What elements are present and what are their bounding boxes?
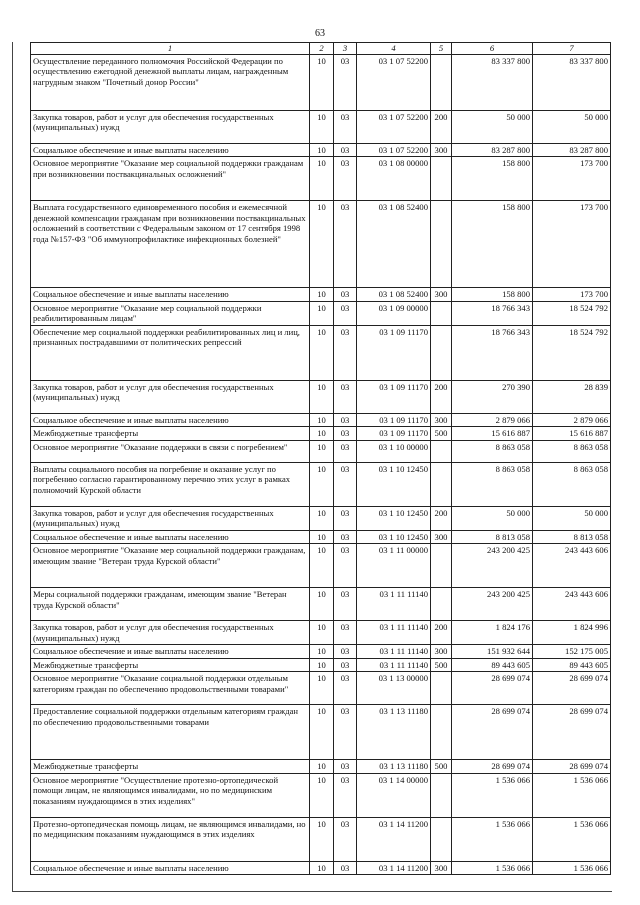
row-section-cell: 10: [310, 54, 334, 110]
col-header-target-article: 4: [357, 43, 431, 55]
row-name-cell: Основное мероприятие "Оказание мер социальной поддержки реабилитированным лицам": [31, 301, 310, 325]
row-amount-year2-cell: 173 700: [533, 288, 611, 302]
row-subsection-cell: 03: [334, 658, 357, 672]
row-name-cell: Основное мероприятие "Оказание социальной поддержки отдельным категориям граждан по обеспечению продовольственными товарами": [31, 672, 310, 705]
row-amount-year1-cell: 18 766 343: [452, 325, 533, 380]
table-row: [31, 427, 611, 441]
row-section-cell: 10: [310, 621, 334, 645]
row-section-cell: 10: [310, 427, 334, 441]
row-target-article-cell: 03 1 07 52200: [357, 54, 431, 110]
row-subsection-cell: 03: [334, 773, 357, 817]
row-amount-year1-cell: 1 536 066: [452, 817, 533, 861]
row-amount-year1-cell: 83 287 800: [452, 143, 533, 157]
table-row: [31, 157, 611, 201]
row-name-cell: Закупка товаров, работ и услуг для обеспечения государственных (муниципальных) нужд: [31, 621, 310, 645]
row-amount-year1-cell: 243 200 425: [452, 544, 533, 588]
row-expense-type-cell: 200: [431, 110, 452, 143]
row-target-article-cell: 03 1 11 11140: [357, 621, 431, 645]
row-section-cell: 10: [310, 201, 334, 288]
row-section-cell: 10: [310, 440, 334, 462]
row-subsection-cell: 03: [334, 760, 357, 774]
row-subsection-cell: 03: [334, 621, 357, 645]
row-target-article-cell: 03 1 09 11170: [357, 325, 431, 380]
row-target-article-cell: 03 1 09 11170: [357, 380, 431, 413]
row-name-cell: Социальное обеспечение и иные выплаты населению: [31, 413, 310, 427]
row-expense-type-cell: [431, 54, 452, 110]
row-amount-year2-cell: 18 524 792: [533, 325, 611, 380]
row-expense-type-cell: 300: [431, 530, 452, 544]
row-amount-year1-cell: 1 536 066: [452, 861, 533, 875]
row-section-cell: 10: [310, 301, 334, 325]
row-target-article-cell: 03 1 13 11180: [357, 760, 431, 774]
row-target-article-cell: 03 1 11 00000: [357, 544, 431, 588]
table-row: [31, 588, 611, 621]
table-row: [31, 544, 611, 588]
row-expense-type-cell: 300: [431, 288, 452, 302]
row-name-cell: Межбюджетные трансферты: [31, 427, 310, 441]
table-row: [31, 672, 611, 705]
table-body: [31, 54, 611, 875]
row-target-article-cell: 03 1 09 11170: [357, 413, 431, 427]
row-target-article-cell: 03 1 13 11180: [357, 705, 431, 760]
row-expense-type-cell: 300: [431, 645, 452, 659]
row-expense-type-cell: [431, 440, 452, 462]
row-subsection-cell: 03: [334, 427, 357, 441]
row-expense-type-cell: [431, 672, 452, 705]
row-amount-year2-cell: 173 700: [533, 201, 611, 288]
row-name-cell: Закупка товаров, работ и услуг для обеспечения государственных (муниципальных) нужд: [31, 380, 310, 413]
row-name-cell: Социальное обеспечение и иные выплаты населению: [31, 530, 310, 544]
row-name-cell: Межбюджетные трансферты: [31, 658, 310, 672]
row-expense-type-cell: [431, 773, 452, 817]
row-amount-year1-cell: 243 200 425: [452, 588, 533, 621]
row-amount-year1-cell: 158 800: [452, 157, 533, 201]
row-section-cell: 10: [310, 506, 334, 530]
row-amount-year1-cell: 50 000: [452, 506, 533, 530]
row-amount-year2-cell: 8 863 058: [533, 462, 611, 506]
row-amount-year1-cell: 1 536 066: [452, 773, 533, 817]
row-subsection-cell: 03: [334, 530, 357, 544]
row-amount-year2-cell: 243 443 606: [533, 588, 611, 621]
row-amount-year1-cell: 50 000: [452, 110, 533, 143]
row-target-article-cell: 03 1 11 11140: [357, 645, 431, 659]
table-row: [31, 440, 611, 462]
row-target-article-cell: 03 1 09 11170: [357, 427, 431, 441]
row-expense-type-cell: 500: [431, 658, 452, 672]
row-target-article-cell: 03 1 07 52200: [357, 143, 431, 157]
row-amount-year1-cell: 15 616 887: [452, 427, 533, 441]
row-name-cell: Социальное обеспечение и иные выплаты населению: [31, 288, 310, 302]
row-section-cell: 10: [310, 588, 334, 621]
row-section-cell: 10: [310, 658, 334, 672]
row-subsection-cell: 03: [334, 817, 357, 861]
row-expense-type-cell: [431, 325, 452, 380]
table-row: [31, 325, 611, 380]
row-name-cell: Осуществление переданного полномочия Российской Федерации по осуществлению ежегодной денежной выплаты лицам, награжденным нагрудным знаком "Почетный донор России": [31, 54, 310, 110]
row-section-cell: 10: [310, 530, 334, 544]
row-subsection-cell: 03: [334, 288, 357, 302]
row-subsection-cell: 03: [334, 645, 357, 659]
row-target-article-cell: 03 1 14 11200: [357, 861, 431, 875]
row-target-article-cell: 03 1 11 11140: [357, 658, 431, 672]
row-section-cell: 10: [310, 325, 334, 380]
row-target-article-cell: 03 1 10 12450: [357, 506, 431, 530]
row-amount-year1-cell: 158 800: [452, 201, 533, 288]
left-margin-rule: [12, 42, 13, 892]
row-subsection-cell: 03: [334, 440, 357, 462]
row-amount-year1-cell: 1 824 176: [452, 621, 533, 645]
row-subsection-cell: 03: [334, 413, 357, 427]
row-subsection-cell: 03: [334, 672, 357, 705]
row-subsection-cell: 03: [334, 110, 357, 143]
row-amount-year2-cell: 173 700: [533, 157, 611, 201]
row-name-cell: Выплаты социального пособия на погребение и оказание услуг по погребению согласно гарантированному перечню этих услуг в рамках полномочий Курской области: [31, 462, 310, 506]
row-section-cell: 10: [310, 672, 334, 705]
row-subsection-cell: 03: [334, 462, 357, 506]
table-row: [31, 288, 611, 302]
row-name-cell: Социальное обеспечение и иные выплаты населению: [31, 645, 310, 659]
row-subsection-cell: 03: [334, 201, 357, 288]
row-amount-year2-cell: 8 863 058: [533, 440, 611, 462]
table-row: [31, 773, 611, 817]
row-amount-year2-cell: 50 000: [533, 110, 611, 143]
row-expense-type-cell: [431, 462, 452, 506]
row-name-cell: Выплата государственного единовременного пособия и ежемесячной денежной компенсации гражданам при возникновении поствакцинальных осложнений в соответствии с Федеральным законом от 17 сентября 1998 года №157-ФЗ "Об иммунопрофилактике инфекционных болезней": [31, 201, 310, 288]
row-subsection-cell: 03: [334, 301, 357, 325]
row-amount-year1-cell: 28 699 074: [452, 760, 533, 774]
row-expense-type-cell: [431, 157, 452, 201]
row-section-cell: 10: [310, 705, 334, 760]
row-section-cell: 10: [310, 645, 334, 659]
table-row: [31, 201, 611, 288]
row-target-article-cell: 03 1 08 52400: [357, 201, 431, 288]
table-row: [31, 462, 611, 506]
table-row: [31, 705, 611, 760]
row-amount-year2-cell: 28 699 074: [533, 705, 611, 760]
row-amount-year2-cell: 1 824 996: [533, 621, 611, 645]
row-section-cell: 10: [310, 462, 334, 506]
col-header-amount-year2: 7: [533, 43, 611, 55]
row-amount-year2-cell: 28 699 074: [533, 672, 611, 705]
row-name-cell: Предоставление социальной поддержки отдельным категориям граждан по обеспечению продовольственными товарами: [31, 705, 310, 760]
row-amount-year2-cell: 1 536 066: [533, 773, 611, 817]
row-amount-year1-cell: 18 766 343: [452, 301, 533, 325]
row-expense-type-cell: [431, 817, 452, 861]
col-header-expense-type: 5: [431, 43, 452, 55]
row-expense-type-cell: 200: [431, 621, 452, 645]
row-subsection-cell: 03: [334, 705, 357, 760]
table-row: [31, 760, 611, 774]
row-amount-year1-cell: 83 337 800: [452, 54, 533, 110]
row-subsection-cell: 03: [334, 54, 357, 110]
row-expense-type-cell: 500: [431, 760, 452, 774]
row-subsection-cell: 03: [334, 157, 357, 201]
row-name-cell: Основное мероприятие "Оказание мер социальной поддержки гражданам при возникновении поствакцинальных осложнений": [31, 157, 310, 201]
row-expense-type-cell: [431, 705, 452, 760]
row-amount-year1-cell: 158 800: [452, 288, 533, 302]
col-header-amount-year1: 6: [452, 43, 533, 55]
row-section-cell: 10: [310, 413, 334, 427]
row-amount-year2-cell: 152 175 005: [533, 645, 611, 659]
row-target-article-cell: 03 1 13 00000: [357, 672, 431, 705]
row-amount-year2-cell: 83 337 800: [533, 54, 611, 110]
row-target-article-cell: 03 1 09 00000: [357, 301, 431, 325]
table-header-row: [31, 43, 611, 55]
row-section-cell: 10: [310, 157, 334, 201]
row-amount-year1-cell: 2 879 066: [452, 413, 533, 427]
table-row: [31, 621, 611, 645]
row-name-cell: Основное мероприятие "Оказание поддержки в связи с погребением": [31, 440, 310, 462]
row-name-cell: Меры социальной поддержки гражданам, имеющим звание "Ветеран труда Курской области": [31, 588, 310, 621]
row-name-cell: Межбюджетные трансферты: [31, 760, 310, 774]
row-expense-type-cell: [431, 201, 452, 288]
row-section-cell: 10: [310, 760, 334, 774]
budget-table: [30, 42, 611, 875]
row-target-article-cell: 03 1 10 00000: [357, 440, 431, 462]
table-row: [31, 645, 611, 659]
row-section-cell: 10: [310, 288, 334, 302]
row-amount-year1-cell: 8 863 058: [452, 462, 533, 506]
row-expense-type-cell: 200: [431, 506, 452, 530]
row-amount-year2-cell: 83 287 800: [533, 143, 611, 157]
row-name-cell: Закупка товаров, работ и услуг для обеспечения государственных (муниципальных) нужд: [31, 506, 310, 530]
row-amount-year1-cell: 28 699 074: [452, 672, 533, 705]
row-expense-type-cell: [431, 588, 452, 621]
row-amount-year1-cell: 8 863 058: [452, 440, 533, 462]
row-section-cell: 10: [310, 544, 334, 588]
row-expense-type-cell: [431, 301, 452, 325]
row-amount-year2-cell: 15 616 887: [533, 427, 611, 441]
row-amount-year2-cell: 18 524 792: [533, 301, 611, 325]
table-row: [31, 380, 611, 413]
table-row: [31, 861, 611, 875]
row-section-cell: 10: [310, 817, 334, 861]
page-number: 63: [315, 28, 325, 39]
row-subsection-cell: 03: [334, 588, 357, 621]
table-row: [31, 301, 611, 325]
row-name-cell: Основное мероприятие "Осуществление протезно-ортопедической помощи лицам, не являющимся инвалидами, но по медицинским показаниям нуждающимся в этих изделиях": [31, 773, 310, 817]
row-amount-year2-cell: 28 699 074: [533, 760, 611, 774]
bottom-margin-rule: [12, 891, 612, 892]
row-target-article-cell: 03 1 11 11140: [357, 588, 431, 621]
row-name-cell: Протезно-ортопедическая помощь лицам, не являющимся инвалидами, но по медицинским показаниям нуждающимся в этих изделиях: [31, 817, 310, 861]
row-section-cell: 10: [310, 861, 334, 875]
row-target-article-cell: 03 1 07 52200: [357, 110, 431, 143]
row-target-article-cell: 03 1 08 00000: [357, 157, 431, 201]
table-row: [31, 817, 611, 861]
row-amount-year2-cell: 8 813 058: [533, 530, 611, 544]
row-expense-type-cell: 200: [431, 380, 452, 413]
row-amount-year2-cell: 50 000: [533, 506, 611, 530]
row-target-article-cell: 03 1 10 12450: [357, 462, 431, 506]
row-subsection-cell: 03: [334, 506, 357, 530]
row-amount-year2-cell: 1 536 066: [533, 817, 611, 861]
row-amount-year2-cell: 28 839: [533, 380, 611, 413]
row-target-article-cell: 03 1 10 12450: [357, 530, 431, 544]
row-section-cell: 10: [310, 143, 334, 157]
row-subsection-cell: 03: [334, 143, 357, 157]
row-name-cell: Обеспечение мер социальной поддержки реабилитированных лиц и лиц, признанных пострадавшими от политических репрессий: [31, 325, 310, 380]
col-header-subsection: 3: [334, 43, 357, 55]
row-amount-year2-cell: 1 536 066: [533, 861, 611, 875]
row-amount-year1-cell: 28 699 074: [452, 705, 533, 760]
col-header-section: 2: [310, 43, 334, 55]
row-name-cell: Социальное обеспечение и иные выплаты населению: [31, 143, 310, 157]
row-name-cell: Закупка товаров, работ и услуг для обеспечения государственных (муниципальных) нужд: [31, 110, 310, 143]
row-expense-type-cell: 300: [431, 413, 452, 427]
row-subsection-cell: 03: [334, 544, 357, 588]
row-section-cell: 10: [310, 110, 334, 143]
row-subsection-cell: 03: [334, 325, 357, 380]
table-row: [31, 110, 611, 143]
row-subsection-cell: 03: [334, 380, 357, 413]
table-row: [31, 143, 611, 157]
row-amount-year2-cell: 89 443 605: [533, 658, 611, 672]
row-target-article-cell: 03 1 08 52400: [357, 288, 431, 302]
table-row: [31, 506, 611, 530]
row-expense-type-cell: 500: [431, 427, 452, 441]
table-row: [31, 54, 611, 110]
row-expense-type-cell: 300: [431, 861, 452, 875]
row-name-cell: Основное мероприятие "Оказание мер социальной поддержки гражданам, имеющим звание "Ветеран труда Курской области": [31, 544, 310, 588]
row-section-cell: 10: [310, 380, 334, 413]
row-amount-year2-cell: 243 443 606: [533, 544, 611, 588]
row-expense-type-cell: 300: [431, 143, 452, 157]
row-amount-year1-cell: 89 443 605: [452, 658, 533, 672]
table-row: [31, 658, 611, 672]
row-amount-year1-cell: 270 390: [452, 380, 533, 413]
row-target-article-cell: 03 1 14 00000: [357, 773, 431, 817]
col-header-name: 1: [31, 43, 310, 55]
row-section-cell: 10: [310, 773, 334, 817]
row-name-cell: Социальное обеспечение и иные выплаты населению: [31, 861, 310, 875]
table-row: [31, 530, 611, 544]
table-row: [31, 413, 611, 427]
row-target-article-cell: 03 1 14 11200: [357, 817, 431, 861]
row-amount-year1-cell: 8 813 058: [452, 530, 533, 544]
row-expense-type-cell: [431, 544, 452, 588]
row-amount-year1-cell: 151 932 644: [452, 645, 533, 659]
row-subsection-cell: 03: [334, 861, 357, 875]
row-amount-year2-cell: 2 879 066: [533, 413, 611, 427]
